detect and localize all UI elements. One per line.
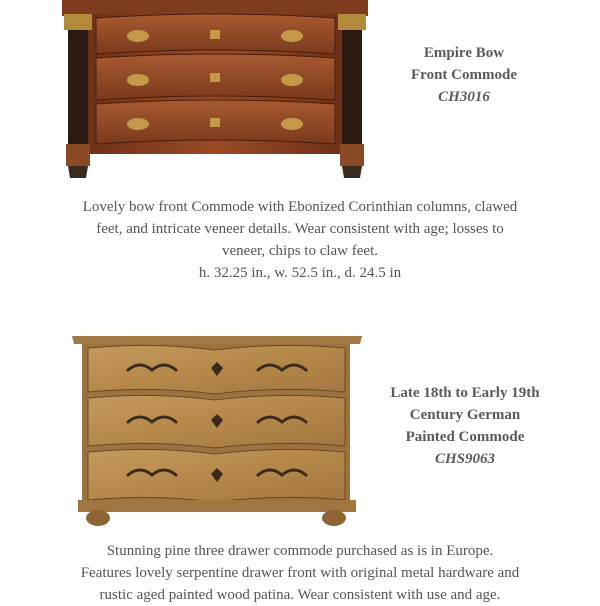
item-1-sku: CH3016 — [438, 89, 490, 105]
item-2-title-line: Century German — [409, 407, 521, 423]
item-2-title-line: Painted Commode — [405, 429, 525, 445]
item-2-description-line: Stunning pine three drawer commode purchased as is in Europe. — [106, 543, 494, 559]
item-1-title — [374, 42, 554, 108]
item-1-description-line: veneer, chips to claw feet. — [222, 243, 378, 259]
item-1-dimensions: h. 32.25 in., w. 52.5 in., d. 24.5 in — [198, 265, 402, 281]
item-1-title-line: Empire Bow — [423, 45, 505, 61]
item-2-description-line: rustic aged painted wood patina. Wear consistent with use and age. — [99, 587, 501, 603]
item-1-description-line: Lovely bow front Commode with Ebonized Corinthian columns, clawed — [82, 199, 518, 215]
item-1-title-line: Front Commode — [411, 67, 517, 83]
item-2-title-line: Late 18th to Early 19th — [390, 385, 540, 401]
empire-commode-image — [60, 0, 370, 182]
item-1-description-line: feet, and intricate veneer details. Wear consistent with age; losses to — [96, 221, 504, 237]
item-2-description — [35, 540, 565, 606]
item-2-description-line: Features lovely serpentine drawer front with original metal hardware and — [80, 565, 520, 581]
item-2-sku: CHS9063 — [434, 451, 495, 467]
item-1-description — [35, 196, 565, 284]
german-commode-image — [70, 330, 365, 528]
item-2-title — [370, 382, 560, 470]
